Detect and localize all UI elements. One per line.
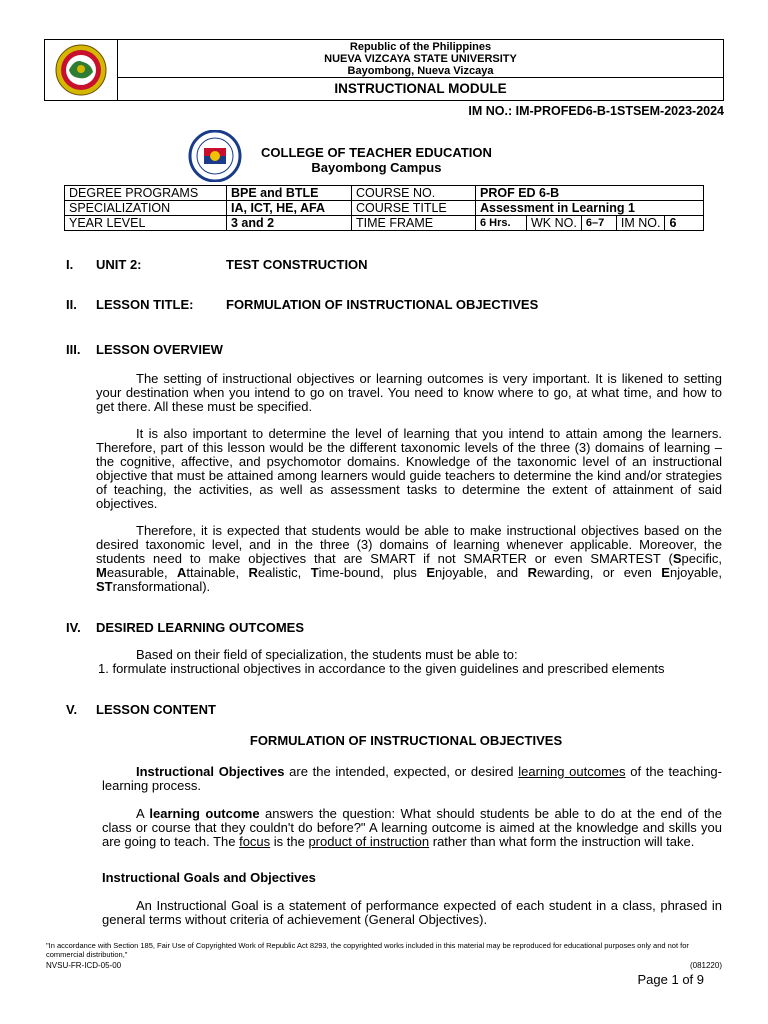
- section-1-number: I.: [66, 257, 74, 272]
- outcome-item-1: 1. formulate instructional objectives in accordance to the given guidelines and prescribed elements: [98, 661, 665, 676]
- degree-value: BPE and BTLE: [227, 186, 352, 201]
- im-number: IM NO.: IM-PROFED6-B-1STSEM-2023-2024: [468, 104, 724, 118]
- course-title-value: Assessment in Learning 1: [476, 201, 704, 216]
- section-3-number: III.: [66, 342, 81, 357]
- module-title: INSTRUCTIONAL MODULE: [334, 81, 507, 96]
- time-frame-label: TIME FRAME: [352, 216, 476, 231]
- specialization-value: IA, ICT, HE, AFA: [227, 201, 352, 216]
- logo-cell: [45, 40, 118, 100]
- specialization-label: SPECIALIZATION: [65, 201, 227, 216]
- section-2-label: LESSON TITLE:: [96, 297, 194, 312]
- im-no-value: 6: [669, 216, 677, 230]
- college-name: COLLEGE OF TEACHER EDUCATION: [261, 145, 492, 160]
- hours-value: 6 Hrs.: [476, 216, 527, 230]
- republic-text: Republic of the Philippines: [349, 41, 492, 53]
- year-level-label: YEAR LEVEL: [65, 216, 227, 231]
- college-campus: Bayombong Campus: [311, 160, 442, 175]
- university-name: NUEVA VIZCAYA STATE UNIVERSITY: [324, 53, 517, 65]
- week-label: WK NO.: [527, 216, 582, 230]
- degree-label: DEGREE PROGRAMS: [65, 186, 227, 201]
- form-number: NVSU-FR-ICD-05-00: [46, 961, 122, 970]
- university-seal-icon: [51, 44, 111, 96]
- learning-outcome-paragraph: A learning outcome answers the question: What should students be able to do at the end of the class or course that they couldn't do before?" A learning outcome is aimed at the knowledge and skills you are going to teach. The focus is the product of instruction rather than what form the instruction will take.: [102, 806, 722, 849]
- week-value: 6–7: [582, 216, 617, 230]
- college-seal-icon: [182, 130, 248, 182]
- university-location: Bayombong, Nueva Vizcaya: [347, 65, 494, 77]
- year-level-value: 3 and 2: [227, 216, 352, 231]
- section-4-label: DESIRED LEARNING OUTCOMES: [96, 620, 305, 635]
- college-block: [261, 145, 492, 175]
- goals-heading: Instructional Goals and Objectives: [102, 870, 316, 885]
- section-1-label: UNIT 2:: [96, 257, 142, 272]
- outcomes-intro: Based on their field of specialization, the students must be able to:: [136, 647, 518, 662]
- course-no-label: COURSE NO.: [352, 186, 476, 201]
- table-row: [65, 186, 704, 201]
- section-2-value: FORMULATION OF INSTRUCTIONAL OBJECTIVES: [226, 297, 539, 312]
- section-1-value: TEST CONSTRUCTION: [226, 257, 368, 272]
- course-title-label: COURSE TITLE: [352, 201, 476, 216]
- copyright-footnote: "In accordance with Section 185, Fair Use of Copyrighted Work of Republic Act 8293, the copyrighted works included in this material may be reproduced for educational purposes only and not for commercial distribution,": [46, 941, 689, 959]
- university-header: [118, 40, 723, 78]
- overview-paragraph-1: The setting of instructional objectives or learning outcomes is very important. It is likened to setting your destination when you intend to go on travel. You need to know where to go, at what time, and how to get there. All these must be specified.: [96, 371, 722, 414]
- course-no-value: PROF ED 6-B: [476, 186, 704, 201]
- form-code: (081220): [689, 961, 722, 970]
- goals-paragraph: An Instructional Goal is a statement of performance expected of each student in a class, phrased in general terms without criteria of achievement (General Objectives).: [102, 898, 722, 927]
- instructional-objectives-paragraph: Instructional Objectives are the intended, expected, or desired learning outcomes of the teaching-learning process.: [102, 764, 722, 793]
- overview-paragraph-2: It is also important to determine the level of learning that you intend to attain among the learners. Therefore, part of this lesson would be the different taxonomic levels of the three (3) domains of learning – the cognitive, affective, and psychomotor domains. Knowledge of the taxonomic level of an instructional objective that must be attained among learners would guide teachers to determine the kind and/or strategies of teaching, the activities, as well as assessment tasks to determine the extent of attainment of said objectives.: [96, 426, 722, 511]
- page-number: Page 1 of 9: [637, 972, 704, 987]
- im-no-label: IM NO.: [617, 216, 666, 230]
- section-2-number: II.: [66, 297, 77, 312]
- section-5-number: V.: [66, 702, 78, 717]
- table-row: [65, 216, 704, 231]
- table-row: [65, 201, 704, 216]
- section-4-number: IV.: [66, 620, 81, 635]
- overview-paragraph-3: Therefore, it is expected that students would be able to make instructional objectives based on the desired taxonomic level, and in the three (3) domains of learning whenever applicable. Moreover, the students need to make objectives that are SMART if not SMARTER or even SMARTEST (Specific, Measurable, Attainable, Realistic, Time-bound, plus Enjoyable, and Rewarding, or even Enjoyable, STransformational).: [96, 523, 723, 594]
- section-5-label: LESSON CONTENT: [96, 702, 216, 717]
- header-box: [44, 39, 724, 101]
- time-frame-cell: [476, 216, 704, 231]
- course-info-table: [64, 185, 704, 231]
- content-heading: FORMULATION OF INSTRUCTIONAL OBJECTIVES: [249, 733, 563, 748]
- section-3-label: LESSON OVERVIEW: [96, 342, 223, 357]
